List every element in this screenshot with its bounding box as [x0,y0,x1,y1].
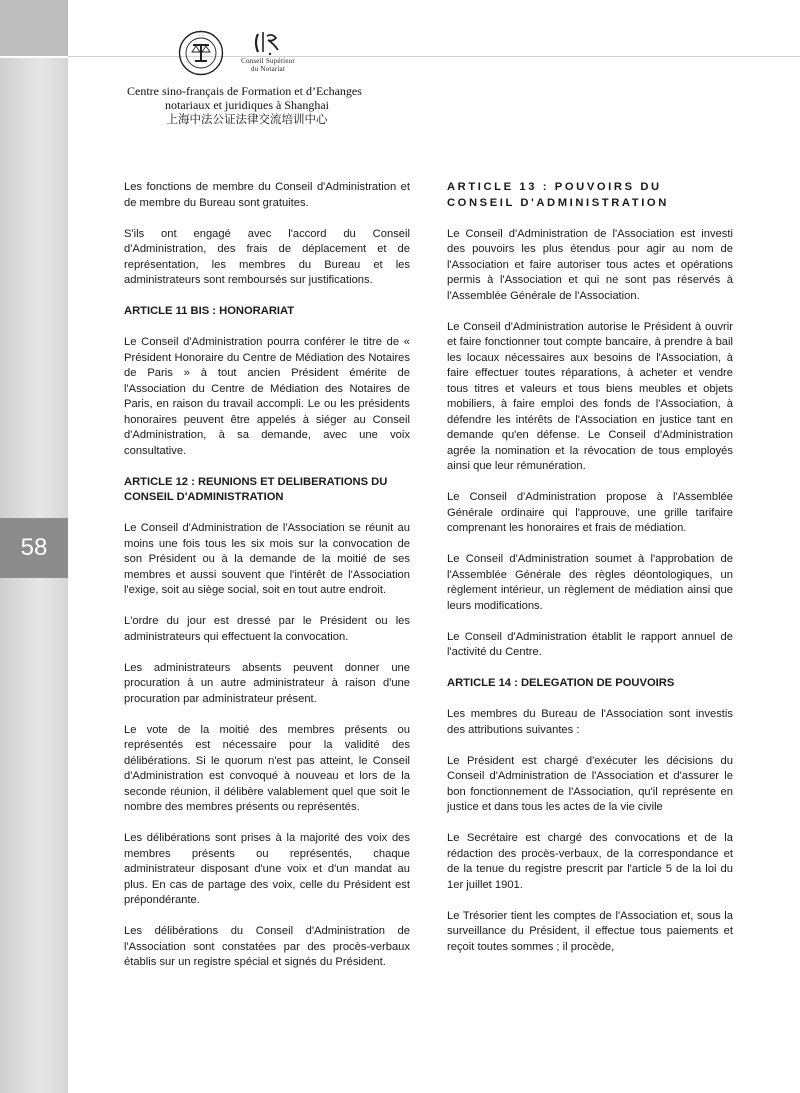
paragraph: Le Conseil d'Administration de l'Association est investi des pouvoirs les plus étendus pour agir au nom de l'Association et faire autoriser tous actes et opérations permis à l'Association et qui ne sont pas réservés à l'Assemblée Générale de l'Association. [447,227,733,302]
csn-mark-icon [232,30,304,56]
page-number: 58 [0,518,68,578]
paragraph: S'ils ont engagé avec l'accord du Conseil d'Administration, des frais de déplacement et de représentation, les membres du Bureau et les administrateurs sont remboursés sur justifications. [124,227,410,286]
article-heading: ARTICLE 14 : DELEGATION DE POUVOIRS [447,677,675,689]
paragraph: Les membres du Bureau de l'Association sont investis des attributions suivantes : [447,708,733,736]
paragraph: Le Conseil d'Administration propose à l'Assemblée Générale ordinaire qui l'approuve, une grille tarifaire comprenant les honoraires et frais de médiation. [447,491,733,534]
paragraph: Le Conseil d'Administration soumet à l'approbation de l'Assemblée Générale des règles déontologiques, un règlement intérieur, un règlement de médiation ainsi que leurs modifications. [447,553,733,612]
organization-header [127,84,367,126]
paragraph: Le Trésorier tient les comptes de l'Association et, sous la surveillance du Président, il effectue tous paiements et reçoit toutes sommes ; il procède, [447,909,733,953]
csn-logo [232,30,304,76]
sidebar-top-band [0,0,68,58]
article-heading: ARTICLE 12 : REUNIONS ET DELIBERATIONS DU CONSEIL D'ADMINISTRATION [124,475,388,503]
org-name-line1: Centre sino-français de Formation et d’Echanges [127,84,362,98]
paragraph: Le Conseil d'Administration pourra conférer le titre de « Président Honoraire du Centre de Médiation des Notaires de Paris » à tout ancien Président émérite de l'Association du Centre de Médiation des Notaires de Paris, en raison du travail accompli. Le ou les présidents honoraires peuvent être appelés à siéger au Conseil d'Administration, à sa demande, avec une voix consultative. [124,336,410,457]
csn-logo-line2: du Notariat [251,65,285,73]
paragraph: Le Secrétaire est chargé des convocations et de la rédaction des procès-verbaux, de la correspondance et de la tenue du registre prescrit par l'article 5 de la loi du 1er juillet 1901. [447,832,733,891]
left-column [124,180,410,971]
seal-logo-icon [178,30,224,76]
paragraph: Les délibérations sont prises à la majorité des voix des membres présents ou représentés, chaque administrateur disposant d'une voix et d'un mandat au plus. En cas de partage des voix, celle du Président est prépondérante. [124,832,410,906]
org-name-line2: notariaux et juridiques à Shanghai [165,98,329,112]
paragraph: Le vote de la moitié des membres présents ou représentés est nécessaire pour la validité des délibérations. Si le quorum n'est pas atteint, le Conseil d'Administration est convoqué à nouveau et lors de la seconde réunion, il délibère valablement quel que soit le nombre des membres présents ou représentés. [124,723,410,813]
paragraph: Les administrateurs absents peuvent donner une procuration à un autre administrateur à raison d'une procuration par administrateur présent. [124,661,410,705]
article-heading: ARTICLE 11 BIS : HONORARIAT [124,305,295,317]
page-sidebar [0,0,68,1093]
paragraph: Les fonctions de membre du Conseil d'Administration et de membre du Bureau sont gratuites. [124,181,410,209]
paragraph: Le Conseil d'Administration autorise le Président à ouvrir et faire fonctionner tout compte bancaire, à prendre à bail les locaux nécessaires aux besoins de l'Association, à faire effectuer toutes réparations, à acheter et vendre tous titres et valeurs et tous biens meubles et objets mobiliers, à faire emploi des fonds de l'Association, à défendre les intérêts de l'Association en justice tant en demande qu'en défense. Le Conseil d'Administration agrée la nomination et la révocation de tous employés ainsi que leur rémunération. [447,320,733,472]
right-column [447,180,733,955]
paragraph: Les délibérations du Conseil d'Administration de l'Association sont constatées par des procès-verbaux établis sur un registre spécial et signés du Président. [124,925,410,968]
paragraph: L'ordre du jour est dressé par le Président ou les administrateurs qui effectuent la convocation. [124,615,410,643]
csn-logo-line1: Conseil Supérieur [241,57,295,65]
paragraph: Le Conseil d'Administration de l'Association se réunit au moins une fois tous les six mois sur la convocation de son Président ou à la demande de la moitié de ses membres et aussi souvent que l'intérêt de l'Association l'exige, soit au siège social, soit en tout autre endroit. [124,522,410,596]
org-name-chinese: 上海中法公证法律交流培训中心 [166,112,328,126]
svg-text:· · · ·: · · · · [196,33,206,39]
header-logos [178,30,304,80]
paragraph: Le Conseil d'Administration établit le rapport annuel de l'activité du Centre. [447,630,733,658]
article-heading: ARTICLE 13 : POUVOIRS DU CONSEIL D'ADMINISTRATION [447,181,669,209]
paragraph: Le Président est chargé d'exécuter les décisions du Conseil d'Administration de l'Association et d'assurer le bon fonctionnement de l'Association, qu'il représente en justice et dans tous les actes de la vie civile [447,754,733,813]
